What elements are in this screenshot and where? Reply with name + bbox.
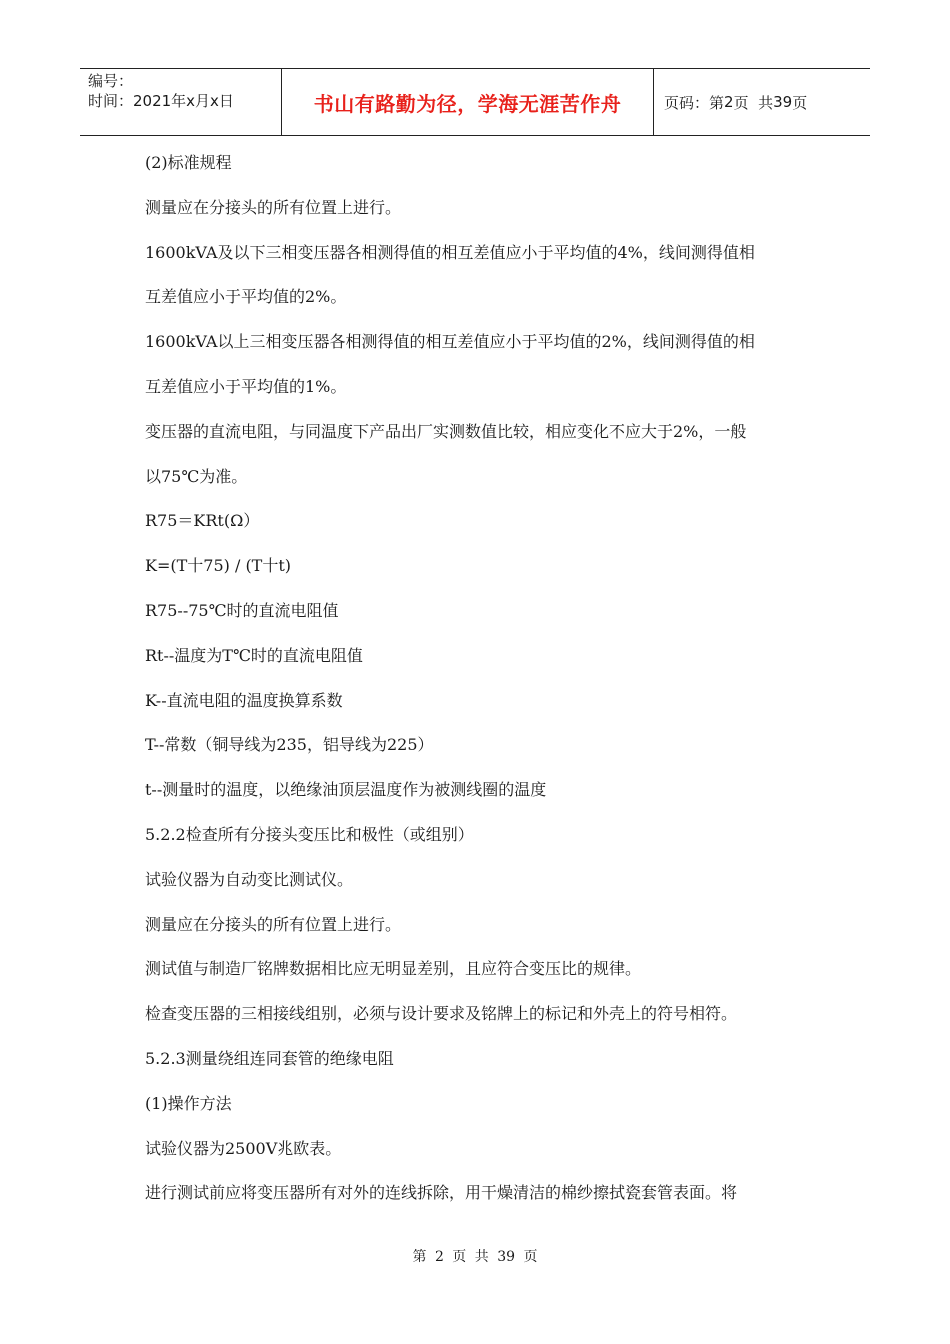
body-line: 互差值应小于平均值的2%。 — [145, 287, 347, 307]
document-body — [145, 153, 815, 1228]
body-line: 检查变压器的三相接线组别，必须与设计要求及铭牌上的标记和外壳上的符号相符。 — [145, 1004, 738, 1024]
body-line: 测量应在分接头的所有位置上进行。 — [145, 197, 402, 217]
page-header — [80, 68, 870, 136]
body-line: 变压器的直流电阻，与同温度下产品出厂实测数值比较，相应变化不应大于2%，一般 — [145, 421, 747, 441]
header-motto: 书山有路勤为径，学海无涯苦作舟 — [282, 69, 654, 135]
body-line: 试验仪器为2500V兆欧表。 — [145, 1138, 342, 1158]
body-line: (2)标准规程 — [145, 153, 232, 172]
body-line: 5.2.3测量绕组连同套管的绝缘电阻 — [145, 1048, 394, 1068]
body-line: 测量应在分接头的所有位置上进行。 — [145, 914, 402, 934]
body-line: t--测量时的温度，以绝缘油顶层温度作为被测线圈的温度 — [145, 780, 547, 800]
body-line: 测试值与制造厂铭牌数据相比应无明显差别，且应符合变压比的规律。 — [145, 959, 642, 979]
page-prefix: 页码：第 — [664, 93, 725, 112]
body-line: R75--75℃时的直流电阻值 — [145, 600, 339, 620]
body-line: 5.2.2检查所有分接头变压比和极性（或组别） — [145, 824, 474, 844]
body-line: 进行测试前应将变压器所有对外的连线拆除，用干燥清洁的棉纱擦拭瓷套管表面。将 — [145, 1183, 738, 1203]
body-line: 1600kVA及以下三相变压器各相测得值的相互差值应小于平均值的4%，线间测得值相 — [145, 242, 755, 262]
body-line: T--常数（铜导线为235，铝导线为225） — [145, 735, 434, 755]
doc-number-label: 编号： — [88, 72, 134, 90]
body-line: 试验仪器为自动变比测试仪。 — [145, 869, 354, 889]
body-line: 互差值应小于平均值的1%。 — [145, 376, 347, 396]
body-line: R75＝KRt(Ω） — [145, 511, 260, 531]
page-suffix: 页 — [792, 93, 808, 112]
body-line: (1)操作方法 — [145, 1093, 232, 1113]
page-footer: 第 2 页 共 39 页 — [412, 1249, 538, 1265]
header-page-info — [654, 69, 870, 135]
page-number: 2 — [724, 93, 734, 111]
page-total: 39 — [773, 93, 793, 111]
body-line: 1600kVA以上三相变压器各相测得值的相互差值应小于平均值的2%，线间测得值的相 — [145, 332, 755, 352]
body-line: 以75℃为准。 — [145, 466, 248, 486]
body-line: K=(T十75) / (T十t) — [145, 556, 292, 576]
doc-time-label: 时间：2021年x月x日 — [88, 92, 234, 110]
page-mid: 页 共 — [733, 93, 774, 112]
body-line: Rt--温度为T℃时的直流电阻值 — [145, 645, 363, 665]
header-meta — [80, 69, 282, 135]
body-line: K--直流电阻的温度换算系数 — [145, 690, 343, 710]
